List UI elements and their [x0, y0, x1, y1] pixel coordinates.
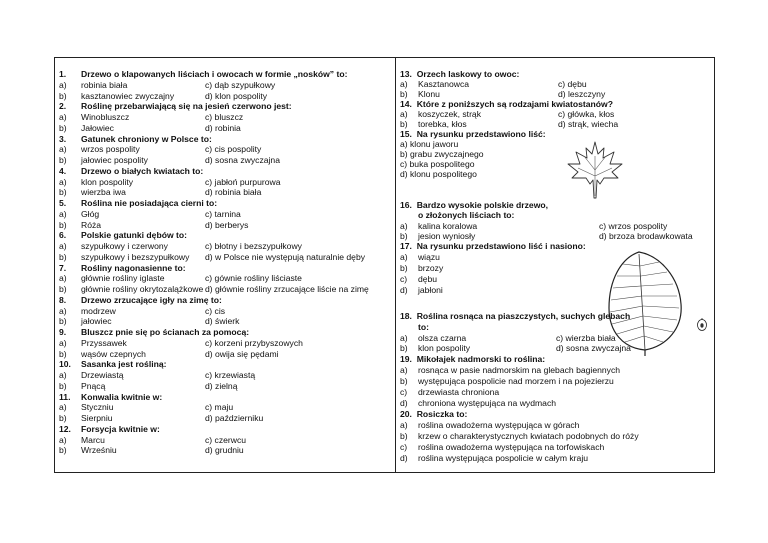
q15-answer-b: b) grabu zwyczajnego	[399, 149, 484, 159]
answer-text: jałowiec pospolity	[81, 155, 148, 165]
answer-text: Przyssawek	[81, 337, 127, 348]
answer-letter: a)	[59, 305, 67, 316]
answer-letter: a)	[59, 273, 67, 284]
q19-answer-a-text: rosnąca w pasie nadmorskim na glebach bagiennych	[417, 365, 621, 375]
q19-answer-c-text: drzewiasta chroniona	[417, 387, 500, 397]
question-15: 15. Na rysunku przedstawiono liść:	[399, 129, 546, 139]
q20-answer-c-text: roślina owadożerna występująca na torfowiskach	[417, 442, 605, 452]
question-text: Konwalia kwitnie w:	[81, 391, 163, 402]
q15-answer-a: a) klonu jaworu	[399, 139, 459, 149]
answer-letter: a)	[59, 144, 67, 155]
answer-text: wierzba iwa	[81, 187, 126, 198]
answer-text-alt: d) zielną	[205, 380, 238, 391]
answer-text: głównie rośliny iglaste	[81, 273, 165, 284]
answer-letter: b)	[59, 251, 67, 262]
q18-answer-d: d) sosna zwyczajna	[555, 343, 631, 353]
q13-answer-b-text: Klonu	[417, 89, 440, 99]
q20-answer-b-text: krzew o charakterystycznych kwiatach podobnych do róży	[417, 431, 639, 441]
answer-letter: a)	[59, 241, 67, 251]
question-text: Polskie gatunki dębów to:	[81, 230, 187, 241]
answer-text-alt: d) robinia	[205, 122, 241, 133]
q18-answer-c: c) wierzba biała	[555, 333, 616, 343]
question-text: Roślinę przebarwiającą się na jesień czerwono jest:	[81, 101, 292, 112]
q15-answer-d: d) klonu pospolitego	[399, 169, 477, 179]
question-number: 12.	[59, 423, 71, 434]
answer-text: Pnącą	[81, 380, 106, 391]
question-text: Drzewo o klapowanych liściach i owocach w formie „nosków” to:	[81, 69, 348, 79]
question-text: Rośliny nagonasienne to:	[81, 262, 186, 273]
answer-text-alt: c) bluszcz	[205, 112, 244, 122]
answer-text-alt: d) sosna zwyczajna	[205, 155, 280, 165]
answer-text: głównie rośliny okrytozalążkowe	[81, 284, 204, 294]
answer-text-alt: d) klon pospolity	[205, 90, 268, 101]
answer-letter: a)	[59, 370, 67, 380]
q16-answer-a-text: kalina koralowa	[417, 221, 478, 231]
answer-text-alt: c) dąb szypułkowy	[205, 79, 276, 90]
q13-answer-d: d) leszczyny	[557, 89, 606, 99]
answer-text: Jałowiec	[81, 122, 114, 133]
answer-text-alt: d) berberys	[205, 219, 249, 230]
answer-letter: b)	[59, 445, 67, 456]
q14-answer-c: c) główka, kłos	[557, 109, 615, 119]
question-text: Forsycja kwitnie w:	[81, 423, 160, 434]
quiz-table	[54, 57, 715, 473]
q13-answer-a-text: Kasztanowca	[417, 79, 470, 89]
q13-answer-c: c) dębu	[557, 79, 587, 89]
answer-text: modrzew	[81, 305, 116, 316]
q20-answer-a-text: roślina owadożerna występująca w górach	[417, 420, 580, 430]
q16-answer-d: d) brzoza brodawkowata	[598, 231, 693, 241]
question-number: 10.	[59, 359, 71, 370]
answer-letter: b)	[59, 348, 67, 359]
q18-answer-a: a)	[399, 333, 408, 343]
q18-answer-b-text: klon pospolity	[417, 343, 471, 353]
q19-answer-c: c)	[399, 387, 408, 397]
answer-letter: a)	[59, 402, 67, 413]
answer-text: Róża	[81, 219, 102, 230]
answer-text: Wrześniu	[81, 445, 117, 456]
question-13: 13. Orzech laskowy to owoc:	[399, 69, 520, 79]
q17-answer-d: d)	[399, 285, 408, 295]
q13-answer-b: b)	[399, 89, 408, 99]
answer-text-alt: c) jabłoń purpurowa	[205, 176, 281, 187]
answer-text-alt: c) tarnina	[205, 208, 241, 219]
question-number: 4.	[59, 165, 67, 176]
question-number: 5.	[59, 198, 67, 208]
q17-answer-c-text: dębu	[417, 274, 438, 284]
q20-answer-d: d)	[399, 453, 408, 463]
q20-answer-d-text: roślina występująca pospolicie w całym kraju	[417, 453, 589, 463]
q17-answer-d-text: jabłoni	[417, 285, 443, 295]
q19-answer-b: b)	[399, 376, 408, 386]
answer-text: Winobluszcz	[81, 112, 130, 122]
answer-text-alt: c) maju	[205, 402, 234, 413]
answer-text-alt: c) krzewiastą	[205, 370, 256, 380]
answer-letter: b)	[59, 187, 67, 198]
question-text: Gatunek chroniony w Polsce to:	[81, 133, 212, 144]
question-number: 8.	[59, 294, 67, 305]
q17-answer-b: b)	[399, 263, 408, 273]
question-text: Drzewo o białych kwiatach to:	[81, 165, 204, 176]
answer-text-alt: c) gównie rośliny liściaste	[205, 273, 302, 284]
answer-text-alt: c) cis pospolity	[205, 144, 262, 155]
question-text: Sasanka jest rośliną:	[81, 359, 167, 370]
q17-answer-b-text: brzozy	[417, 263, 444, 273]
answer-letter: a)	[59, 112, 67, 122]
left-column	[55, 58, 396, 472]
answer-letter: a)	[59, 434, 67, 445]
question-text: Bluszcz pnie się po ścianach za pomocą:	[81, 327, 250, 337]
answer-text-alt: d) owija się pędami	[205, 348, 279, 359]
question-20: 20. Rosiczka to:	[399, 409, 468, 419]
answer-text-alt: d) grudniu	[205, 445, 244, 456]
q14-answer-d: d) strąk, wiecha	[557, 119, 619, 129]
question-number: 1.	[59, 69, 67, 79]
question-18: 18. Roślina rosnąca na piaszczystych, suchych glebach	[399, 311, 631, 321]
q16-answer-a: a)	[399, 221, 408, 231]
q18-answer-a-text: olsza czarna	[417, 333, 467, 343]
q17-answer-a-text: wiązu	[417, 252, 440, 262]
q16-answer-b-text: jesion wyniosły	[417, 231, 476, 241]
right-column	[396, 58, 714, 472]
question-18-cont: to:	[417, 322, 429, 332]
answer-text: Drzewiastą	[81, 370, 124, 380]
answer-text-alt: d) świerk	[205, 316, 240, 327]
question-number: 2.	[59, 101, 67, 112]
answer-letter: b)	[59, 316, 67, 327]
question-16-cont: o złożonych liściach to:	[417, 210, 515, 220]
maple-leaf-icon	[564, 140, 626, 200]
answer-text-alt: c) korzeni przybyszowych	[205, 337, 303, 348]
answer-text: kasztanowiec zwyczajny	[81, 90, 175, 101]
answer-text-alt: d) głównie rośliny zrzucające liście na zimę	[205, 284, 369, 294]
answer-text: szypułkowy i bezszypułkowy	[81, 251, 190, 262]
answer-letter: b)	[59, 284, 67, 294]
answer-letter: a)	[59, 176, 67, 187]
question-number: 6.	[59, 230, 67, 241]
question-16: 16. Bardzo wysokie polskie drzewo,	[399, 200, 549, 210]
answer-text: robinia biała	[81, 79, 128, 90]
q16-answer-b: b)	[399, 231, 408, 241]
q14-answer-b-text: torebka, kłos	[417, 119, 467, 129]
elm-seed-icon	[696, 318, 708, 332]
q15-answer-c: c) buka pospolitego	[399, 159, 475, 169]
q18-answer-b: b)	[399, 343, 408, 353]
answer-text: jałowiec	[81, 316, 112, 327]
answer-letter: b)	[59, 413, 67, 423]
q14-answer-a: a)	[399, 109, 408, 119]
q17-answer-c: c)	[399, 274, 408, 284]
question-number: 9.	[59, 327, 67, 337]
q20-answer-c: c)	[399, 442, 408, 452]
question-number: 3.	[59, 133, 67, 144]
answer-letter: b)	[59, 219, 67, 230]
q16-answer-c: c) wrzos pospolity	[598, 221, 668, 231]
q14-answer-b: b)	[399, 119, 408, 129]
answer-text-alt: c) czerwcu	[205, 434, 247, 445]
q19-answer-b-text: występująca pospolicie nad morzem i na pojezierzu	[417, 376, 614, 386]
answer-text-alt: c) błotny i bezszypułkowy	[205, 241, 302, 251]
question-text: Roślina nie posiadająca cierni to:	[81, 198, 218, 208]
answer-letter: b)	[59, 122, 67, 133]
q14-answer-a-text: koszyczek, strąk	[417, 109, 482, 119]
q19-answer-a: a)	[399, 365, 408, 375]
answer-letter: b)	[59, 90, 67, 101]
answer-letter: b)	[59, 380, 67, 391]
answer-text-alt: c) cis	[205, 305, 226, 316]
answer-letter: b)	[59, 155, 67, 165]
answer-text: Sierpniu	[81, 413, 113, 423]
answer-text: klon pospolity	[81, 176, 134, 187]
q19-answer-d: d)	[399, 398, 408, 408]
answer-text: Głóg	[81, 208, 100, 219]
answer-text: szypułkowy i czerwony	[81, 241, 168, 251]
question-19: 19. Mikołajek nadmorski to roślina:	[399, 354, 546, 364]
q17-answer-a: a)	[399, 252, 408, 262]
answer-text: Marcu	[81, 434, 105, 445]
answer-letter: a)	[59, 208, 67, 219]
answer-text: Styczniu	[81, 402, 114, 413]
answer-letter: a)	[59, 337, 67, 348]
question-number: 11.	[59, 391, 71, 402]
answer-letter: a)	[59, 79, 67, 90]
q13-answer-a: a)	[399, 79, 408, 89]
q20-answer-a: a)	[399, 420, 408, 430]
question-number: 7.	[59, 262, 67, 273]
q19-answer-d-text: chroniona występująca na wydmach	[417, 398, 557, 408]
answer-text: wrzos pospolity	[81, 144, 140, 155]
answer-text-alt: d) październiku	[205, 413, 264, 423]
answer-text-alt: d) robinia biała	[205, 187, 262, 198]
answer-text-alt: d) w Polsce nie występują naturalnie dęby	[205, 251, 366, 262]
question-17: 17. Na rysunku przedstawiono liść i nasiono:	[399, 241, 586, 251]
question-14: 14. Które z poniższych są rodzajami kwiatostanów?	[399, 99, 613, 109]
question-text: Drzewo zrzucające igły na zimę to:	[81, 294, 222, 305]
answer-text: wąsów czepnych	[81, 348, 146, 359]
q20-answer-b: b)	[399, 431, 408, 441]
